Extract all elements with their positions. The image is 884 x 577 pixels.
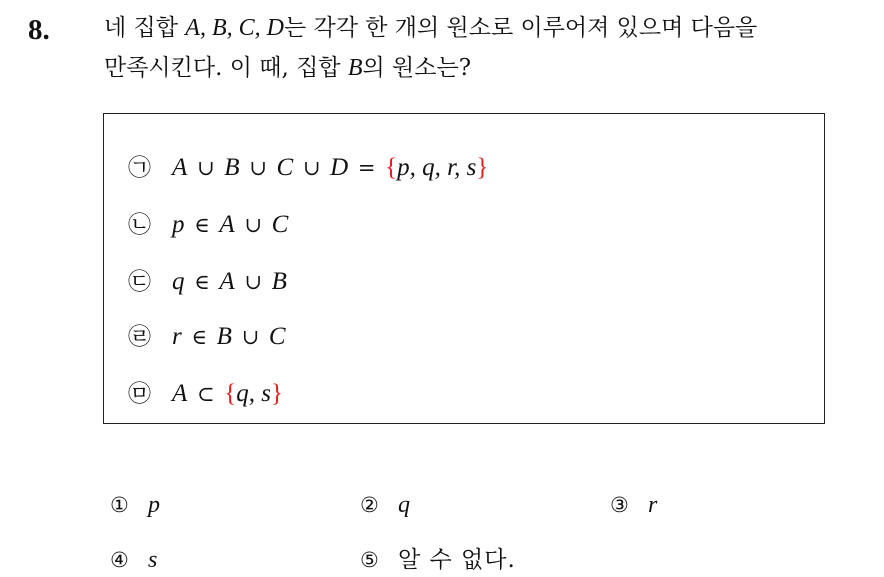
question-text-prefix: 네 집합 — [104, 15, 186, 41]
math-operator: ∪ — [234, 325, 266, 349]
choice-2[interactable] — [360, 488, 410, 522]
math-symbol: C — [271, 211, 289, 238]
math-symbol: C — [268, 323, 286, 350]
choice-number: ④ — [110, 548, 129, 572]
set-brace: { — [385, 154, 398, 181]
math-symbol: p — [172, 211, 185, 238]
math-symbol: q — [172, 268, 185, 295]
math-symbol: q, s — [236, 380, 271, 407]
choice-number: ⑤ — [360, 548, 379, 572]
math-operator: ∪ — [190, 156, 222, 180]
math-operator: = — [351, 156, 383, 180]
math-symbol: A — [219, 268, 235, 295]
choice-number: ② — [360, 493, 379, 517]
math-operator: ∈ — [187, 213, 217, 237]
question-text-prefix: 만족시킨다. 이 때, 집합 — [104, 55, 348, 81]
math-symbol: C — [276, 154, 294, 181]
math-operator: ∪ — [237, 213, 269, 237]
question-text-suffix: 는 각각 한 개의 원소로 이루어져 있으며 다음을 — [283, 15, 758, 41]
math-symbol: B — [271, 268, 287, 295]
condition-marker: ㉢ — [128, 269, 151, 295]
math-operator: ∪ — [242, 156, 274, 180]
question-text-line1 — [104, 12, 757, 44]
set-variable-b: B — [347, 55, 363, 81]
choice-label: p — [148, 492, 160, 518]
choice-label: 알 수 없다. — [398, 547, 516, 573]
choice-4[interactable] — [110, 543, 157, 577]
condition-3 — [128, 265, 287, 299]
condition-expression — [172, 265, 287, 299]
math-symbol: B — [224, 154, 240, 181]
condition-marker: ㉣ — [128, 324, 151, 350]
choice-3[interactable] — [610, 488, 657, 522]
condition-expression — [172, 151, 488, 185]
math-operator: ∈ — [187, 270, 217, 294]
set-brace: } — [270, 380, 283, 407]
choice-label: q — [398, 492, 410, 518]
set-variables: A, B, C, D — [185, 15, 284, 41]
condition-marker: ㉡ — [128, 212, 151, 238]
question-text-line2 — [104, 52, 471, 84]
math-symbol: A — [172, 154, 188, 181]
choice-5[interactable] — [360, 543, 516, 577]
math-symbol: A — [172, 380, 188, 407]
math-operator: ∪ — [237, 270, 269, 294]
condition-expression — [172, 208, 288, 242]
math-symbol: r — [172, 323, 182, 350]
condition-marker: ㉤ — [128, 381, 151, 407]
condition-2 — [128, 208, 288, 242]
conditions-box — [103, 113, 825, 424]
set-brace: } — [476, 154, 489, 181]
condition-1 — [128, 151, 488, 185]
question-text-suffix: 의 원소는? — [362, 55, 472, 81]
choice-label: r — [648, 492, 658, 518]
choice-number: ③ — [610, 493, 629, 517]
condition-4 — [128, 320, 286, 354]
question-number: 8. — [28, 14, 50, 46]
choice-1[interactable] — [110, 488, 160, 522]
choice-label: s — [148, 547, 158, 573]
math-symbol: B — [216, 323, 232, 350]
math-symbol: p, q, r, s — [397, 154, 477, 181]
math-operator: ⊂ — [190, 382, 222, 406]
choice-number: ① — [110, 493, 129, 517]
condition-expression — [172, 320, 286, 354]
set-brace: { — [224, 380, 237, 407]
condition-5 — [128, 377, 283, 411]
math-symbol: A — [219, 211, 235, 238]
math-operator: ∈ — [184, 325, 214, 349]
math-symbol: D — [330, 154, 349, 181]
condition-expression — [172, 377, 283, 411]
math-operator: ∪ — [296, 156, 328, 180]
condition-marker: ㉠ — [128, 155, 151, 181]
